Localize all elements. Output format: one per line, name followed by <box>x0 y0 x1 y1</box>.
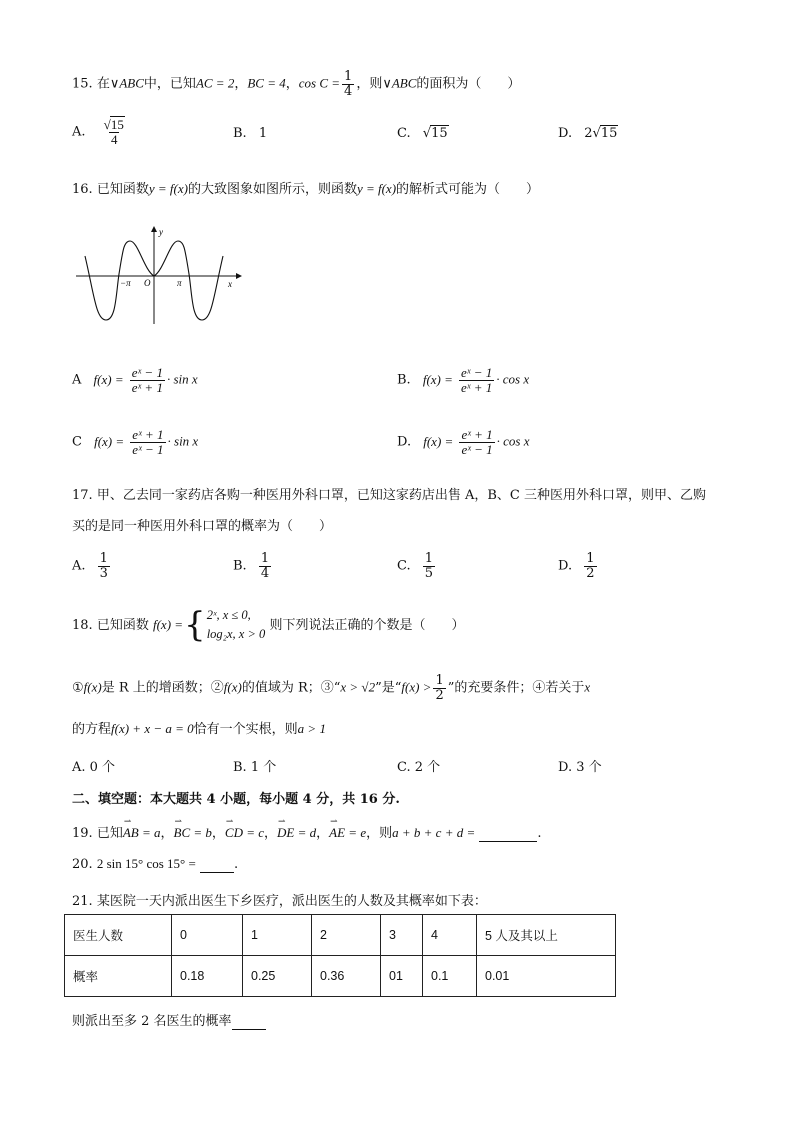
q15-option-c[interactable]: C. √15 <box>397 126 448 141</box>
q16-stem: 16. 已知函数y = f(x)的大致图象如图所示，则函数y = f(x)的解析式可能为（ ） <box>72 181 540 197</box>
q18-statements: ①f(x)是 R 上的增函数；②f(x)的值域为 R；③“x > √2”是“f(x) > $\frac{1}{2}$ ”的充要条件；④若关于x <box>72 673 591 703</box>
q15-option-a[interactable]: A. $\frac{√15}{4}$ <box>72 118 129 146</box>
q18-option-c[interactable]: C. 2 个 <box>397 760 441 775</box>
q16-option-b[interactable]: B. f(x) = $\frac{\text{eˣ − 1}}{\text{eˣ + 1}}$ · cos x <box>397 365 530 395</box>
q21-answer-blank[interactable] <box>232 1014 266 1030</box>
q17-option-b[interactable]: B. $\frac{1}{4}$ <box>233 551 270 581</box>
origin-label: O <box>144 278 151 288</box>
q17-option-c[interactable]: C. $\frac{1}{5}$ <box>397 551 434 581</box>
q17-stem-line2: 买的是同一种医用外科口罩的概率为（ ） <box>72 519 333 534</box>
vector-ab: ⇀ AB = a <box>123 825 161 841</box>
table-row: 医生人数 0 1 2 3 4 5 人及其以上 <box>65 915 616 956</box>
q16-option-c[interactable]: C f(x) = $\frac{\text{eˣ + 1}}{\text{eˣ − 1}}$ · sin x <box>72 427 199 457</box>
q15-a-fraction: $\frac{√15}{4}$ <box>103 117 124 147</box>
q21-stem: 21. 某医院一天内派出医生下乡医疗，派出医生的人数及其概率如下表： <box>72 894 487 909</box>
vector-bc: ⇀ BC = b <box>174 825 212 841</box>
q16-option-d[interactable]: D. f(x) = $\frac{\text{eˣ + 1}}{\text{eˣ − 1}}$ · cos x <box>397 427 530 457</box>
section-heading: 二、填空题：本大题共 4 小题，每小题 4 分，共 16 分. <box>72 792 400 807</box>
q16-option-a[interactable]: A f(x) = $\frac{\text{eˣ − 1}}{\text{eˣ + 1}}$ · sin x <box>72 365 198 395</box>
q15-cos-fraction: $\frac{1}{4}$ <box>344 69 353 99</box>
q19-stem: 19. 已知⇀ AB = a，⇀ BC = b，⇀ CD = c，⇀ DE = d，⇀ AE = e，则a + b + c + d = . <box>72 822 542 842</box>
q15-option-b[interactable]: B. 1 <box>233 126 268 141</box>
q18-option-d[interactable]: D. 3 个 <box>558 760 602 775</box>
q15-number: 15. <box>72 76 93 92</box>
y-axis-arrow-icon <box>151 226 157 232</box>
neg-pi-label: −π <box>120 278 131 288</box>
piecewise-brace-icon: { <box>184 605 206 646</box>
q21-followup: 则派出至多 2 名医生的概率 <box>72 1010 266 1030</box>
probability-table <box>64 914 616 997</box>
q16-function-graph <box>72 224 242 328</box>
q17-option-a[interactable]: A. $\frac{1}{3}$ <box>72 551 108 581</box>
q15-option-d[interactable]: D. 2√15 <box>558 126 618 141</box>
q20-answer-blank[interactable] <box>200 857 234 873</box>
vector-de: ⇀ DE = d <box>277 825 316 841</box>
q19-answer-blank[interactable] <box>479 826 537 842</box>
q20-stem: 20. 2 sin 15° cos 15° = . <box>72 856 239 872</box>
piecewise-cases: 2ˣ, x ≤ 0, log₂x, x > 0 <box>206 608 266 642</box>
pi-label: π <box>177 278 182 288</box>
q18-option-a[interactable]: A. 0 个 <box>72 760 116 775</box>
q15-stem: 15. 在∨ABC中，已知AC = 2，BC = 4，cos C = $\frac{1}{4}$ ，则∨ABC的面积为（ ） <box>72 69 521 99</box>
table-row: 概率 0.18 0.25 0.36 01 0.1 0.01 <box>65 956 616 997</box>
vector-ae: ⇀ AE = e <box>329 825 366 841</box>
q18-option-b[interactable]: B. 1 个 <box>233 760 277 775</box>
q17-option-d[interactable]: D. $\frac{1}{2}$ <box>558 551 595 581</box>
q18-stem: 18. 已知函数 f(x) ={ 2ˣ, x ≤ 0, log₂x, x > 0 则下列说法正确的个数是（ ） <box>72 605 465 646</box>
vector-cd: ⇀ CD = c <box>225 825 264 841</box>
q18-statement-4: 的方程f(x) + x − a = 0恰有一个实根，则a > 1 <box>72 721 326 737</box>
x-axis-arrow-icon <box>236 273 242 279</box>
q17-stem-line1: 17. 甲、乙去同一家药店各购一种医用外科口罩，已知这家药店出售 A，B、C 三种医用外科口罩，则甲、乙购 <box>72 488 706 503</box>
y-axis-label: y <box>159 227 163 237</box>
x-axis-label: x <box>228 279 232 289</box>
